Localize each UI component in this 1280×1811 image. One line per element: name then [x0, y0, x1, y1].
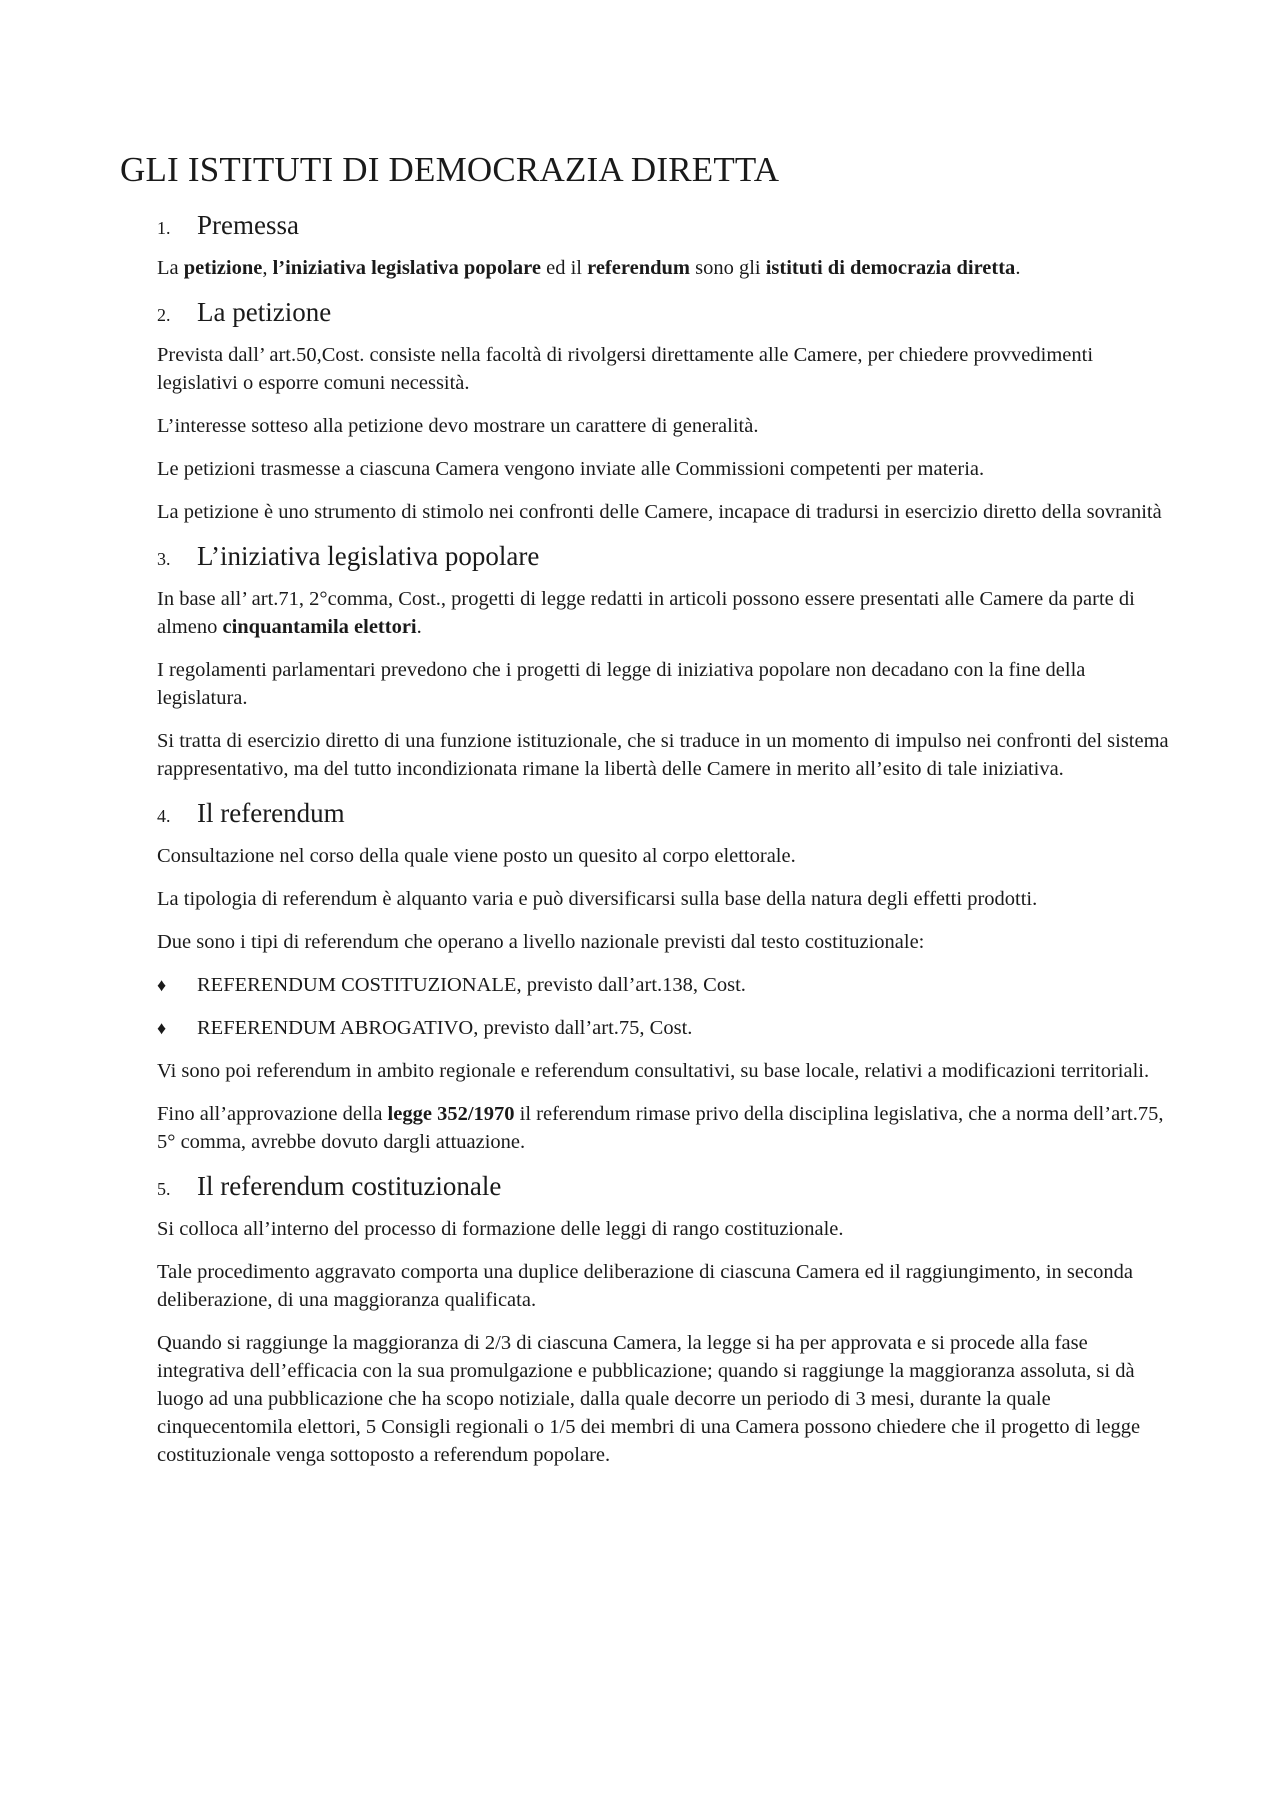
- paragraph: Consultazione nel corso della quale viene posto un quesito al corpo elettorale.: [157, 845, 796, 867]
- diamond-bullet-icon: ♦: [157, 1018, 167, 1038]
- bullet-list: [157, 971, 1172, 1042]
- section-number: 3.: [157, 549, 171, 569]
- section-1: [157, 210, 1172, 282]
- section-5: [157, 1171, 1172, 1469]
- paragraph: I regolamenti parlamentari prevedono che i progetti di legge di iniziativa popolare non decadano con la fine della legislatura.: [157, 659, 1086, 709]
- diamond-bullet-icon: ♦: [157, 975, 167, 995]
- section-title: La petizione: [197, 297, 332, 327]
- section-number: 4.: [157, 806, 171, 826]
- list-item: [157, 1014, 1172, 1042]
- paragraph: Fino all’approvazione della legge 352/1970 il referendum rimase privo della disciplina legislativa, che a norma dell’art.75, 5° comma, avrebbe dovuto dargli attuazione.: [157, 1103, 1164, 1153]
- paragraph: Vi sono poi referendum in ambito regionale e referendum consultativi, su base locale, relativi a modificazioni territoriali.: [157, 1060, 1150, 1082]
- section-title: L’iniziativa legislativa popolare: [197, 541, 540, 571]
- section-heading: [157, 297, 1172, 328]
- section-4: [157, 798, 1172, 1156]
- paragraph: La tipologia di referendum è alquanto varia e può diversificarsi sulla base della natura degli effetti prodotti.: [157, 888, 1038, 910]
- section-3: [157, 541, 1172, 783]
- section-heading: [157, 210, 1172, 241]
- paragraph: Due sono i tipi di referendum che operano a livello nazionale previsti dal testo costituzionale:: [157, 931, 925, 953]
- document-title: GLI ISTITUTI DI DEMOCRAZIA DIRETTA: [120, 150, 780, 189]
- section-title: Il referendum: [197, 798, 345, 828]
- list-item-text: REFERENDUM COSTITUZIONALE, previsto dall’art.138, Cost.: [197, 974, 746, 996]
- sections-container: [120, 210, 1172, 1469]
- paragraph: Si tratta di esercizio diretto di una funzione istituzionale, che si traduce in un momento di impulso nei confronti del sistema rappresentativo, ma del tutto incondizionata rimane la libertà delle Camere in merito all’esito di tale iniziativa.: [157, 730, 1169, 780]
- paragraph: Quando si raggiunge la maggioranza di 2/3 di ciascuna Camera, la legge si ha per approvata e si procede alla fase integrativa dell’efficacia con la sua promulgazione e pubblicazione; quando si raggiunge la maggioranza assoluta, si dà luogo ad una pubblicazione che ha scopo notiziale, dalla quale decorre un periodo di 3 mesi, durante la quale cinquecentomila elettori, 5 Consigli regionali o 1/5 dei membri di una Camera possono chiedere che il progetto di legge costituzionale venga sottoposto a referendum popolare.: [157, 1332, 1141, 1466]
- section-number: 1.: [157, 218, 171, 238]
- paragraph: La petizione è uno strumento di stimolo nei confronti delle Camere, incapace di tradursi in esercizio diretto della sovranità: [157, 501, 1162, 523]
- paragraph: Si colloca all’interno del processo di formazione delle leggi di rango costituzionale.: [157, 1218, 844, 1240]
- section-heading: [157, 541, 1172, 572]
- section-heading: [157, 1171, 1172, 1202]
- paragraph: La petizione, l’iniziativa legislativa popolare ed il referendum sono gli istituti di democrazia diretta.: [157, 257, 1021, 279]
- section-heading: [157, 798, 1172, 829]
- list-item: [157, 971, 1172, 999]
- section-number: 5.: [157, 1179, 171, 1199]
- section-2: [157, 297, 1172, 526]
- paragraph: Tale procedimento aggravato comporta una duplice deliberazione di ciascuna Camera ed il raggiungimento, in seconda deliberazione, di una maggioranza qualificata.: [157, 1261, 1133, 1311]
- list-item-text: REFERENDUM ABROGATIVO, previsto dall’art.75, Cost.: [197, 1017, 693, 1039]
- section-title: Premessa: [197, 210, 299, 240]
- section-title: Il referendum costituzionale: [197, 1171, 502, 1201]
- section-number: 2.: [157, 305, 171, 325]
- paragraph: In base all’ art.71, 2°comma, Cost., progetti di legge redatti in articoli possono essere presentati alle Camere da parte di almeno cinquantamila elettori.: [157, 588, 1135, 638]
- paragraph: Le petizioni trasmesse a ciascuna Camera vengono inviate alle Commissioni competenti per materia.: [157, 458, 985, 480]
- paragraph: L’interesse sotteso alla petizione devo mostrare un carattere di generalità.: [157, 415, 759, 437]
- paragraph: Prevista dall’ art.50,Cost. consiste nella facoltà di rivolgersi direttamente alle Camere, per chiedere provvedimenti legislativi o esporre comuni necessità.: [157, 344, 1094, 394]
